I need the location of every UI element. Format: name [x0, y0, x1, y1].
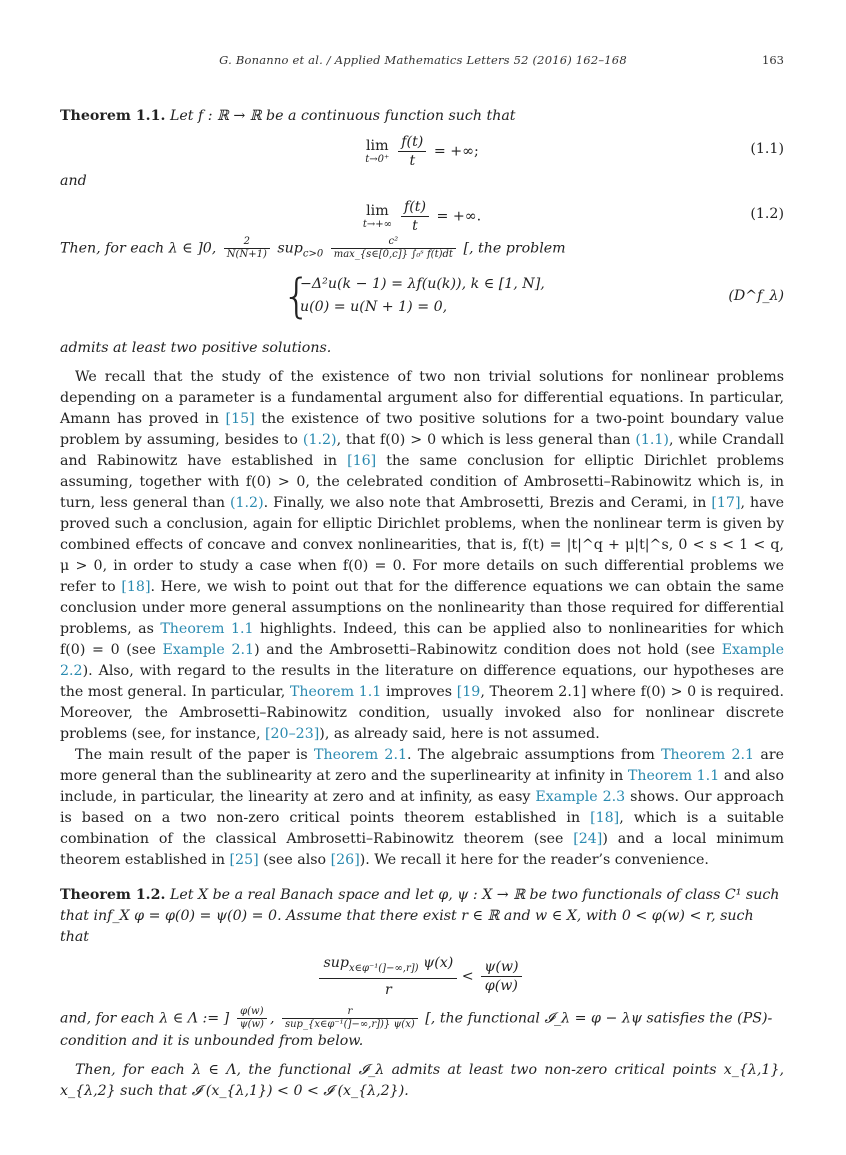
eq2-lim: lim: [366, 203, 389, 219]
p1-text: highlights. Indeed, this can be applied also to nonlinearities for which f(0) = 0 (see: [60, 621, 784, 659]
then-suffix: [, the problem: [463, 240, 566, 257]
eq2-den: t: [412, 218, 418, 234]
and-f2d: sup_{x∈φ⁻¹(]−∞,r])} ψ(x): [284, 1019, 415, 1031]
eq-1-1-link[interactable]: (1.1): [635, 432, 669, 449]
ref-18-link[interactable]: [18]: [590, 810, 620, 827]
p1-text: We recall that the study of the existence of two non trivial solutions for nonlinear problems depending on a parameter is a fundamental argument also for differential equations. In particular, Amann has proved in: [60, 369, 784, 428]
ineq-num: ψ(x): [423, 955, 454, 972]
problem-system: [282, 264, 784, 338]
p1-text: , Theorem 2.1] where f(0) > 0 is required. Moreover, the Ambrosetti–Rabinowitz condition, usually invoked also for nonlinear discrete problems (see, for instance,: [60, 684, 784, 743]
equation-1-2: [60, 192, 784, 236]
theorem-1-2-then: Then, for each λ ∈ Λ, the functional 𝓘_λ admits at least two non-zero critical points x_{λ,1}, x_{λ,2} such that 𝓘 (x_{λ,1}) < 0 < 𝓘 (x_{λ,2}).: [60, 1062, 784, 1100]
example-2-3-link[interactable]: Example 2.3: [535, 789, 626, 806]
theorem-1-1-label: Theorem 1.1.: [60, 108, 166, 124]
p1-text: ), as already said, here is not assumed.: [319, 726, 600, 743]
ref-18-link[interactable]: [18]: [121, 579, 151, 596]
article-body: [60, 106, 784, 1102]
and-comma: ,: [269, 1010, 275, 1027]
ineq-rden: φ(w): [484, 978, 518, 995]
p1-text: . Finally, we also note that Ambrosetti, Brezis and Cerami, in: [263, 495, 712, 512]
then-prefix: Then, for each λ ∈ ]0,: [60, 240, 217, 257]
theorem-1-1-link[interactable]: Theorem 1.1: [289, 684, 382, 701]
example-2-2-link[interactable]: Example 2.2: [60, 642, 784, 680]
then-frac2-den: max_{s∈[0,c]} ∫₀ˢ f(t)dt: [333, 249, 453, 260]
theorem-1-2-and: [60, 1006, 784, 1052]
theorem-1-2-text: Let X be a real Banach space and let φ, ψ : X → ℝ be two functionals of class C¹ such that inf_X φ = φ(0) = ψ(0) = 0. Assume that there exist r ∈ ℝ and w ∈ X, with 0 < φ(w) < r, such that: [60, 887, 780, 946]
eq1-tag: (1.1): [750, 141, 784, 157]
p1-text: , that f(0) > 0 which is less general than: [336, 432, 636, 449]
left-brace: {: [282, 269, 312, 324]
inequality: [60, 948, 784, 1006]
theorem-1-2-label: Theorem 1.2.: [60, 887, 166, 904]
p2-text: shows. Our approach is based on a two non-zero critical points theorem established in: [60, 789, 785, 827]
and-f1d: ψ(w): [239, 1019, 264, 1031]
p2-text: , which is a suitable combination of the classical Ambrosetti–Rabinowitz theorem (see: [60, 810, 784, 848]
then-sup: sup: [277, 240, 303, 257]
eq-1-2-link[interactable]: (1.2): [302, 432, 337, 449]
eq1-sub: t→0⁺: [365, 154, 390, 165]
example-2-1-link[interactable]: Example 2.1: [162, 642, 255, 659]
then-frac-num: 2: [224, 236, 270, 249]
p1-text: improves: [381, 684, 457, 701]
and-prefix: and, for each λ ∈ Λ := ]: [60, 1010, 230, 1027]
ineq-den: r: [384, 982, 392, 999]
system-row-1: −Δ²u(k − 1) = λf(u(k)), k ∈ [1, N],: [300, 276, 545, 293]
p1-text: , while Crandall and Rabinowitz have established in: [60, 432, 784, 470]
system-row-2: u(0) = u(N + 1) = 0,: [300, 299, 448, 316]
p1-text: , have proved such a conclusion, again for elliptic Dirichlet problems, when the nonlinear term is given by combined effects of concave and convex nonlinearities, that is, f(t) = |t|^q + μ|t|^s, 0 < s < 1 < q, μ > 0, in order to study a case when f(0) = 0. For more details on such differential problems we refer to: [60, 495, 784, 596]
p2-text: . The algebraic assumptions from: [407, 747, 662, 764]
eq2-sub: t→+∞: [362, 219, 392, 230]
theorem-2-1-link[interactable]: Theorem 2.1: [313, 747, 407, 764]
ref-16-link[interactable]: [16]: [347, 453, 377, 470]
theorem-1-1-statement: [60, 106, 784, 127]
system-tag: (D^f_λ): [728, 288, 784, 305]
theorem-1-1-link[interactable]: Theorem 1.1: [160, 621, 254, 638]
and-suffix: [, the functional 𝓘_λ = φ − λψ satisfies the (PS)-condition and it is unbounded from below.: [60, 1010, 773, 1050]
ref-26-link[interactable]: [26]: [330, 852, 360, 869]
p1-text: . Here, we wish to point out that for the difference equations we can obtain the same conclusion under more general assumptions on the nonlinearity than those required for differential problems, as: [60, 579, 784, 638]
p1-text: the same conclusion for elliptic Dirichlet problems assuming, together with f(0) > 0, the celebrated condition of Ambrosetti–Rabinowitz which is, in turn, less general than: [60, 453, 785, 512]
theorem-1-1-link[interactable]: Theorem 1.1: [627, 768, 720, 785]
p2-text: The main result of the paper is: [75, 747, 314, 764]
and-f2n: r: [282, 1006, 418, 1019]
page-number: 163: [762, 53, 784, 67]
ineq-sup-sub: x∈φ⁻¹(]−∞,r]): [348, 963, 419, 975]
theorem-2-1-link[interactable]: Theorem 2.1: [661, 747, 755, 764]
ref-19-link[interactable]: [19: [456, 684, 481, 701]
eq1-rhs: = +∞;: [433, 143, 479, 160]
then-frac2-num: c²: [331, 236, 456, 249]
p2-text: ) and a local minimum theorem established in: [60, 831, 784, 869]
eq2-num: f(t): [401, 198, 429, 217]
eq1-lim: lim: [366, 138, 389, 154]
theorem-1-1-text: Let f : ℝ → ℝ be a continuous function such that: [169, 108, 516, 124]
p2-text: and also include, in particular, the linearity at zero and at infinity, as easy: [60, 768, 784, 806]
p1-text: ). Also, with regard to the results in the literature on difference equations, our hypotheses are the most general. In particular,: [60, 663, 784, 701]
eq-1-2-link[interactable]: (1.2): [229, 495, 264, 512]
p1-text: ) and the Ambrosetti–Rabinowitz condition does not hold (see: [254, 642, 722, 659]
p2-text: (see also: [258, 852, 331, 869]
ref-15-link[interactable]: [15]: [225, 411, 255, 428]
then-frac-den: N(N+1): [226, 249, 267, 260]
theorem-1-1-then: [60, 236, 784, 264]
eq1-num: f(t): [398, 133, 426, 152]
ref-25-link[interactable]: [25]: [229, 852, 259, 869]
theorem-1-2-statement: [60, 885, 784, 948]
and-f1n: φ(w): [237, 1006, 267, 1019]
ref-24-link[interactable]: [24]: [573, 831, 603, 848]
then-sup-sub: c>0: [302, 248, 324, 260]
theorem-1-1-and: and: [60, 173, 87, 189]
ineq-sup: sup: [323, 955, 349, 972]
p1-text: the existence of two positive solutions for a two-point boundary value problem by assuming, besides to: [60, 411, 784, 449]
ineq-rnum: ψ(w): [481, 958, 521, 977]
paragraph-2: [60, 745, 784, 871]
ref-17-link[interactable]: [17]: [711, 495, 741, 512]
p2-text: ). We recall it here for the reader’s convenience.: [359, 852, 709, 869]
eq2-rhs: = +∞.: [436, 208, 482, 225]
paragraph-1: [60, 367, 784, 745]
equation-1-1: [60, 127, 784, 171]
eq2-tag: (1.2): [750, 206, 784, 222]
ineq-lt: <: [461, 968, 474, 985]
theorem-1-1-conclusion: admits at least two positive solutions.: [60, 340, 332, 357]
running-head: G. Bonanno et al. / Applied Mathematics Letters 52 (2016) 162–168: [219, 53, 627, 67]
p2-text: are more general than the sublinearity at zero and the superlinearity at infinity in: [60, 747, 785, 785]
ref-20-23-link[interactable]: [20–23]: [265, 726, 320, 743]
eq1-den: t: [409, 153, 416, 169]
